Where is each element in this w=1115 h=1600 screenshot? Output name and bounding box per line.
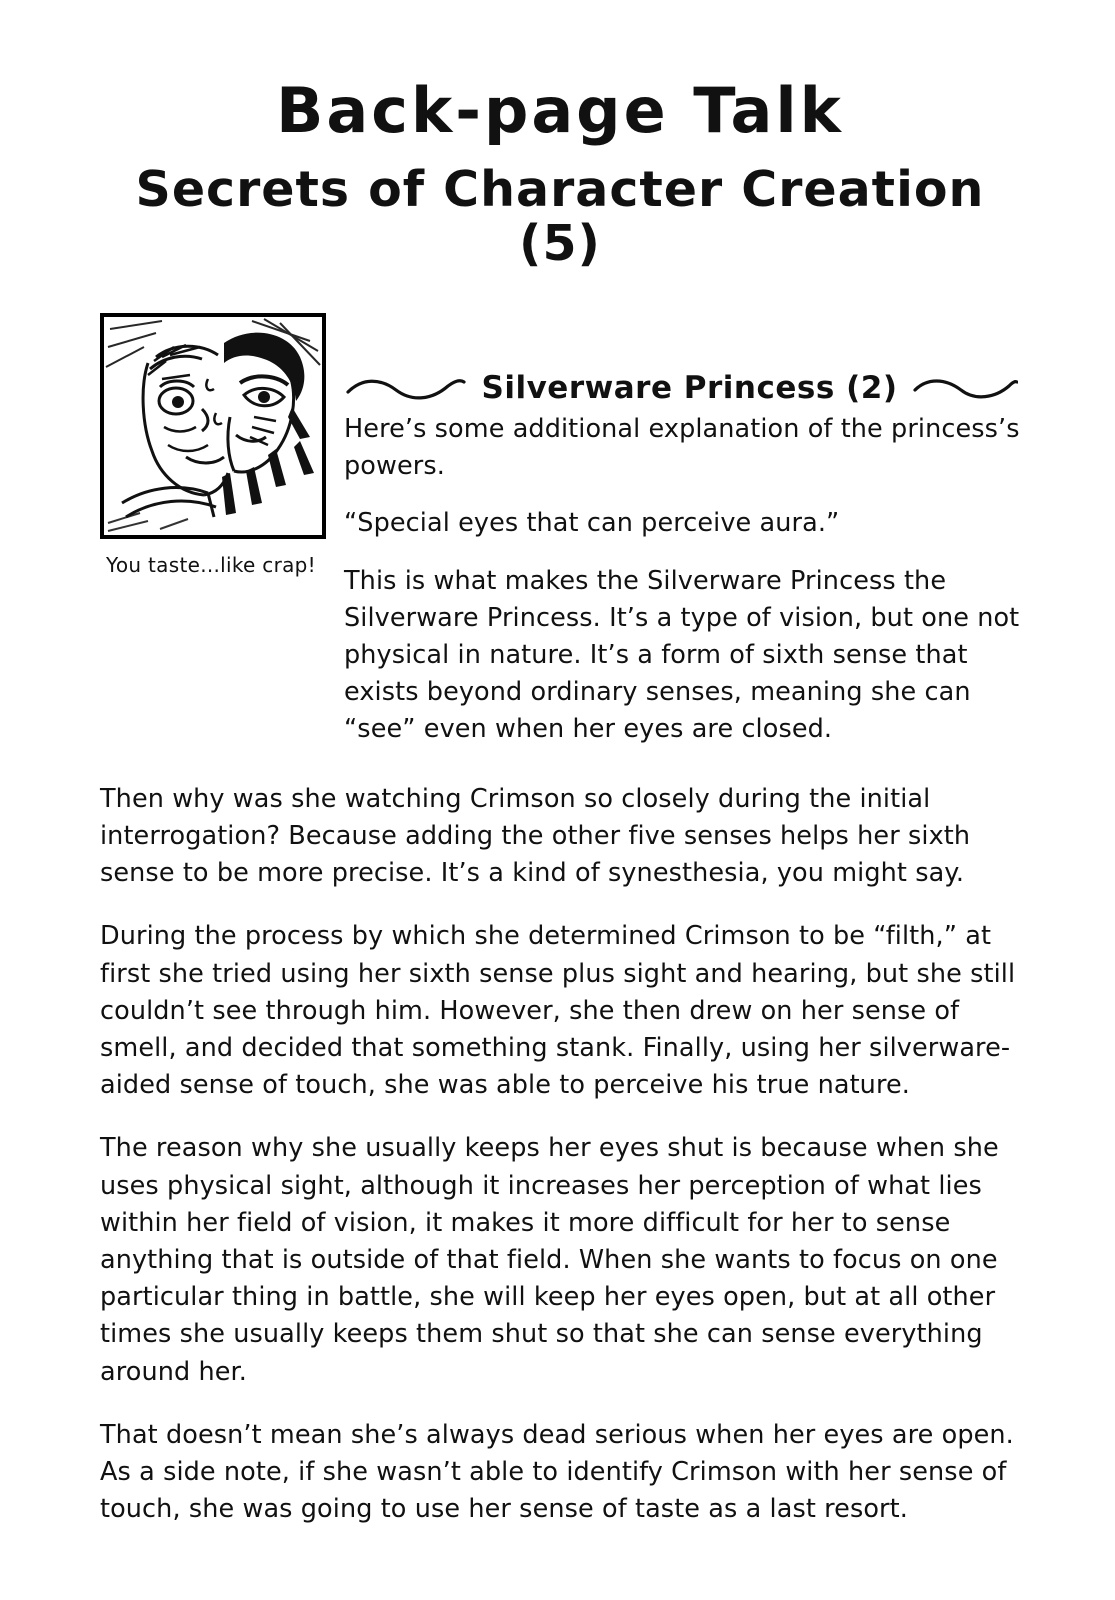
upper-text-column <box>344 313 1020 769</box>
lower-text-block <box>100 781 1020 1529</box>
section-title: Silverware Princess (2) <box>481 369 898 406</box>
paragraph: During the process by which she determined Crimson to be “filth,” at first she tried using her sixth sense plus sight and hearing, but she still couldn’t see through him. However, she then drew on her sense of smell, and decided that something stank. Finally, using her silverware-aided sense of touch, she was able to perceive his true nature. <box>100 921 1016 1101</box>
squiggle-left-icon <box>346 376 466 400</box>
page-title: Back-page Talk <box>276 74 844 147</box>
upper-block <box>100 313 1020 769</box>
squiggle-right-icon <box>913 376 1018 400</box>
manga-panel-icon <box>100 313 326 539</box>
paragraph: This is what makes the Silverware Princess the Silverware Princess. It’s a type of vision, but one not physical in nature. It’s a form of sixth sense that exists beyond ordinary senses, meaning she can “see” even when her eyes are closed. <box>344 565 1020 745</box>
paragraph: That doesn’t mean she’s always dead serious when her eyes are open. As a side note, if she wasn’t able to identify Crimson with her sense of touch, she was going to use her sense of taste as a last resort. <box>100 1419 1014 1525</box>
figure <box>100 313 322 577</box>
paragraph: “Special eyes that can perceive aura.” <box>344 508 840 539</box>
page-subtitle: Secrets of Character Creation (5) <box>135 161 985 272</box>
paragraph: Then why was she watching Crimson so closely during the initial interrogation? Because adding the other five senses helps her sixth sense to be more precise. It’s a kind of synesthesia, you might say. <box>100 783 971 889</box>
figure-caption: You taste...like crap! <box>106 552 316 577</box>
paragraph: The reason why she usually keeps her eyes shut is because when she uses physical sight, although it increases her perception of what lies within her field of vision, it makes it more difficult for her to sense anything that is outside of that field. When she wants to focus on one particular thing in battle, she will keep her eyes open, but at all other times she usually keeps them shut so that she can sense everything around her. <box>100 1133 999 1387</box>
paragraph: Here’s some additional explanation of the princess’s powers. <box>344 413 1020 482</box>
section-heading <box>344 365 1020 411</box>
